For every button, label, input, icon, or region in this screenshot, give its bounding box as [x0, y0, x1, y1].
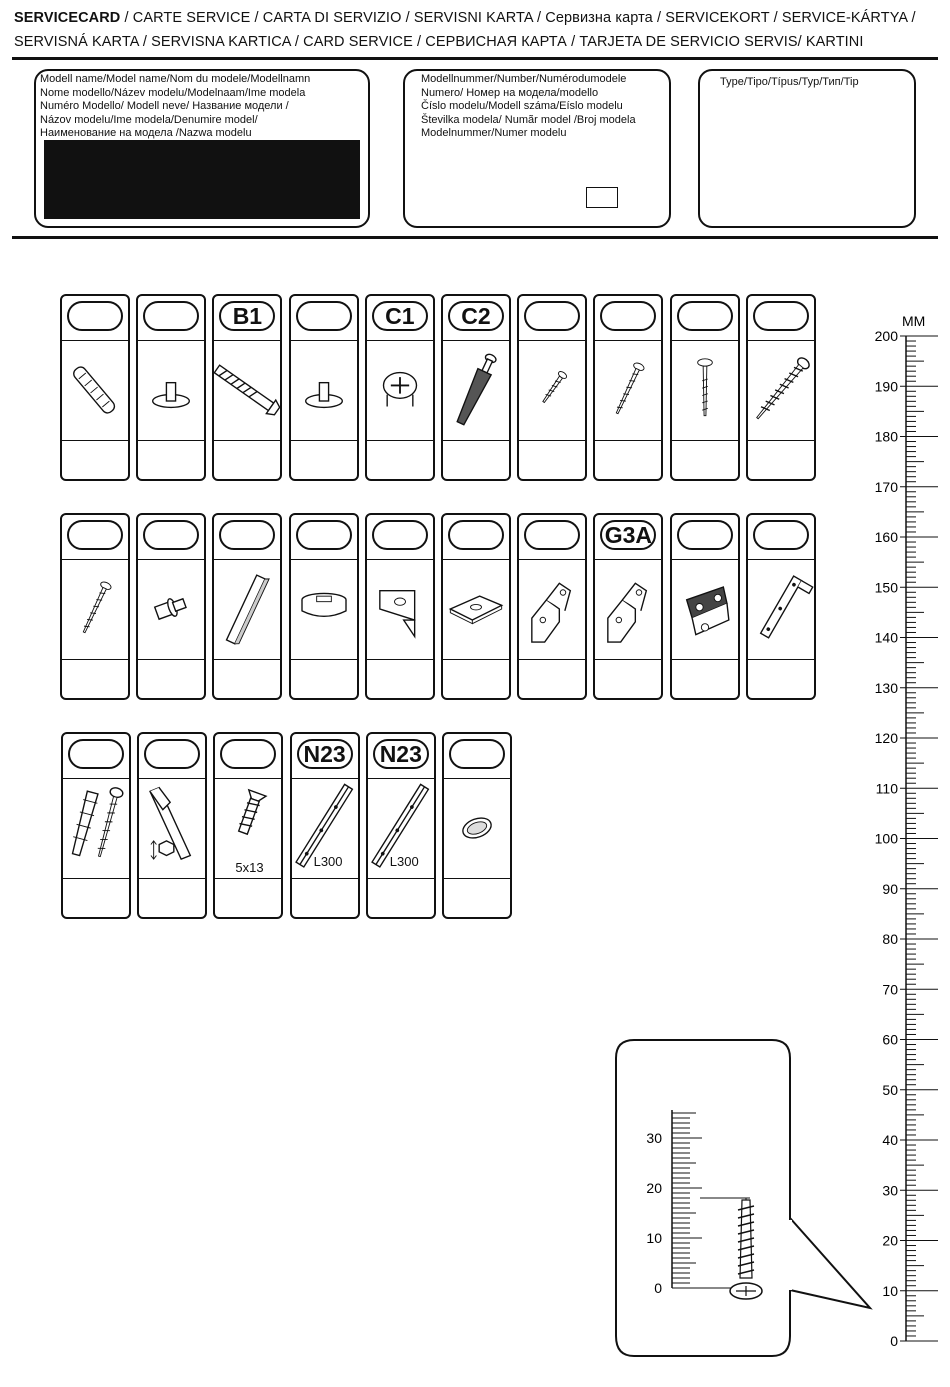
part-card-header [443, 515, 509, 560]
type-box [698, 69, 916, 228]
ruler-label: 110 [875, 780, 898, 797]
hinge-icon [595, 559, 661, 659]
part-code-label [219, 520, 275, 550]
part-quantity-field [214, 660, 280, 698]
wood-screw-icon [672, 340, 738, 440]
part-code-label: C1 [372, 301, 428, 331]
part-illustration [748, 559, 814, 660]
part-quantity-field [215, 879, 281, 917]
part-card [290, 732, 360, 919]
long-screw-icon [748, 340, 814, 440]
part-illustration [672, 340, 738, 441]
hex-key-icon [139, 778, 205, 878]
part-card [289, 513, 359, 700]
part-code-label: N23 [297, 739, 353, 769]
ruler-label: 140 [874, 629, 898, 646]
part-quantity-field [443, 660, 509, 698]
ruler-label: 0 [890, 1333, 898, 1349]
ruler-label: 180 [874, 428, 898, 445]
part-code-label: C2 [448, 301, 504, 331]
ruler-label: 50 [882, 1081, 898, 1098]
part-card-header [595, 515, 661, 560]
bubble-ruler-label: 10 [646, 1230, 662, 1246]
cam-lock-icon [367, 340, 433, 440]
part-illustration [443, 340, 509, 441]
ruler-label: 150 [874, 579, 898, 596]
part-code-label [143, 520, 199, 550]
cover-cap-icon [444, 778, 510, 878]
bottom-rule [12, 236, 938, 239]
type-label: Type/Tipo/Típus/Typ/Тип/Tip [720, 76, 859, 88]
part-illustration [444, 778, 510, 879]
part-code-label [143, 301, 199, 331]
part-illustration [292, 778, 358, 879]
part-quantity-field [519, 441, 585, 479]
part-code-label [677, 520, 733, 550]
part-quantity-field [748, 660, 814, 698]
part-illustration [748, 340, 814, 441]
mounting-plate-icon [443, 559, 509, 659]
part-quantity-field [672, 660, 738, 698]
ruler-unit: MM [902, 313, 926, 329]
part-code-label [144, 739, 200, 769]
part-quantity-field [291, 660, 357, 698]
part-card [365, 513, 435, 700]
part-card [60, 294, 130, 481]
part-illustration [595, 340, 661, 441]
part-illustration [62, 559, 128, 660]
part-code-label: N23 [373, 739, 429, 769]
part-card-header [62, 515, 128, 560]
model-name-box [34, 69, 370, 228]
part-code-label [753, 520, 809, 550]
part-card [136, 294, 206, 481]
part-caption: L300 [389, 854, 419, 869]
screw-icon [62, 559, 128, 659]
screw-measure-bubble [612, 1038, 912, 1363]
part-illustration [672, 559, 738, 660]
cam-base-icon [138, 340, 204, 440]
part-quantity-field [214, 441, 280, 479]
part-illustration [63, 778, 129, 879]
part-card [593, 294, 663, 481]
part-card [441, 513, 511, 700]
dowel-icon [62, 340, 128, 440]
header-line-1-rest: / CARTE SERVICE / CARTA DI SERVIZIO / SERVISNI KARTA / Сервизна карта / SERVICEKORT / SERVICE-KÁRTYA / [120, 10, 916, 26]
part-illustration [519, 340, 585, 441]
model-name-redaction [44, 140, 360, 219]
hinge-plate-icon [672, 559, 738, 659]
wooden-strip-icon [214, 559, 280, 659]
part-card [366, 732, 436, 919]
part-quantity-field [595, 441, 661, 479]
ruler-label: 200 [874, 328, 898, 344]
part-quantity-field [367, 660, 433, 698]
ruler-label: 30 [882, 1182, 898, 1199]
part-card [441, 294, 511, 481]
header-line-2: SERVISNÁ KARTA / SERVISNA KARTICA / CARD SERVICE / СЕРВИСНАЯ КАРТА / TARJETA DE SERVICIO SERVIS/ KARTINI [14, 34, 864, 50]
ruler-label: 60 [882, 1031, 898, 1048]
part-card-header [63, 734, 129, 779]
part-card-header [138, 515, 204, 560]
part-code-label [372, 520, 428, 550]
part-code-label: G3A [600, 520, 656, 550]
bubble-ruler-label: 20 [646, 1180, 662, 1196]
part-card [746, 294, 816, 481]
part-illustration [215, 778, 281, 879]
bubble-ruler-label: 0 [654, 1280, 662, 1296]
part-card-header [748, 296, 814, 341]
part-card [442, 732, 512, 919]
part-illustration [368, 778, 434, 879]
ruler-label: 10 [882, 1282, 898, 1299]
ruler-label: 120 [874, 730, 898, 746]
part-illustration [443, 559, 509, 660]
part-code-label [448, 520, 504, 550]
part-quantity-field [368, 879, 434, 917]
part-card-header [519, 515, 585, 560]
part-illustration [138, 340, 204, 441]
part-card [289, 294, 359, 481]
top-rule [12, 57, 938, 60]
header-line-1 [14, 10, 916, 26]
part-card-header [443, 296, 509, 341]
ruler-label: 190 [874, 378, 898, 395]
part-code-label: B1 [219, 301, 275, 331]
part-code-label [220, 739, 276, 769]
part-card [60, 513, 130, 700]
part-card-header [138, 296, 204, 341]
part-quantity-field [138, 441, 204, 479]
ruler-label: 20 [882, 1232, 898, 1249]
part-card [61, 732, 131, 919]
connector-bolt-icon [214, 340, 280, 440]
part-quantity-field [63, 879, 129, 917]
part-card-header [519, 296, 585, 341]
part-quantity-field [748, 441, 814, 479]
part-quantity-field [519, 660, 585, 698]
part-quantity-field [367, 441, 433, 479]
part-card [136, 513, 206, 700]
hinge-icon [519, 559, 585, 659]
part-quantity-field [138, 660, 204, 698]
servicecard-title: SERVICECARD [14, 10, 121, 26]
part-illustration [214, 340, 280, 441]
part-code-label [68, 739, 124, 769]
shelf-pin-icon [138, 559, 204, 659]
ruler-label: 160 [874, 529, 898, 545]
ruler-label: 40 [882, 1132, 898, 1148]
model-name-label: Modell name/Model name/Nom du modele/Modellnamn Nome modello/Název modelu/Modelnaam/Ime modela Numéro Modello/ Modell neve/ Название модели / Názov modelu/Ime modela/Denumire model/ Наименование на модела /Nazwa modelu [40, 73, 311, 139]
part-caption: 5x13 [235, 860, 264, 875]
part-code-label [524, 520, 580, 550]
part-illustration [138, 559, 204, 660]
ruler-label: 130 [874, 679, 898, 696]
part-quantity-field [444, 879, 510, 917]
ruler-label: 80 [882, 931, 898, 947]
part-card-header [595, 296, 661, 341]
part-illustration [291, 559, 357, 660]
part-card [213, 732, 283, 919]
screw-icon [595, 340, 661, 440]
part-card-header [292, 734, 358, 779]
part-code-label [67, 301, 123, 331]
ruler-label: 70 [882, 981, 898, 998]
part-code-label [449, 739, 505, 769]
part-card-header [672, 515, 738, 560]
model-number-field[interactable] [586, 187, 618, 208]
part-illustration [367, 340, 433, 441]
part-quantity-field [443, 441, 509, 479]
part-card [593, 513, 663, 700]
part-card [746, 513, 816, 700]
part-code-label [296, 301, 352, 331]
part-card-header [367, 515, 433, 560]
short-screw-icon [519, 340, 585, 440]
ruler-label: 90 [882, 880, 898, 897]
part-illustration [139, 778, 205, 879]
part-card [212, 294, 282, 481]
part-quantity-field [62, 441, 128, 479]
part-quantity-field [292, 879, 358, 917]
part-illustration [62, 340, 128, 441]
part-card-header [139, 734, 205, 779]
model-number-box [403, 69, 671, 228]
part-card-header [62, 296, 128, 341]
part-card-header [291, 515, 357, 560]
part-card [365, 294, 435, 481]
part-card [517, 294, 587, 481]
model-number-label: Modellnummer/Number/Numérodumodele Numero/ Номер на модела/modello Číslo modelu/Modell száma/Eíslo modelu Številka modela/ Numãr model /Broj modela Modelnummer/Numer modelu [421, 73, 636, 139]
part-card-header [672, 296, 738, 341]
cam-base-icon [291, 340, 357, 440]
ruler-label: 100 [874, 830, 898, 847]
part-code-label [677, 301, 733, 331]
part-code-label [524, 301, 580, 331]
part-card-header [291, 296, 357, 341]
part-quantity-field [291, 441, 357, 479]
part-code-label [67, 520, 123, 550]
part-code-label [753, 301, 809, 331]
part-card [212, 513, 282, 700]
bubble-ruler-label: 30 [646, 1130, 662, 1146]
part-card-header [215, 734, 281, 779]
part-card-header [444, 734, 510, 779]
part-caption: L300 [313, 854, 343, 869]
part-code-label [296, 520, 352, 550]
part-card-header [368, 734, 434, 779]
part-illustration [367, 559, 433, 660]
part-card [517, 513, 587, 700]
part-card-header [748, 515, 814, 560]
part-illustration [291, 340, 357, 441]
part-illustration [214, 559, 280, 660]
part-card-header [214, 296, 280, 341]
wall-plug-screw-icon [63, 778, 129, 878]
part-quantity-field [595, 660, 661, 698]
ruler-label: 170 [874, 478, 898, 495]
part-code-label [600, 301, 656, 331]
angle-bracket-icon [367, 559, 433, 659]
part-illustration [519, 559, 585, 660]
part-quantity-field [62, 660, 128, 698]
part-quantity-field [672, 441, 738, 479]
cam-dowel-icon [443, 340, 509, 440]
part-card [670, 294, 740, 481]
part-card [670, 513, 740, 700]
part-illustration [595, 559, 661, 660]
wall-bracket-icon [748, 559, 814, 659]
part-card-header [367, 296, 433, 341]
furniture-glide-icon [291, 559, 357, 659]
part-card-header [214, 515, 280, 560]
part-quantity-field [139, 879, 205, 917]
part-card [137, 732, 207, 919]
